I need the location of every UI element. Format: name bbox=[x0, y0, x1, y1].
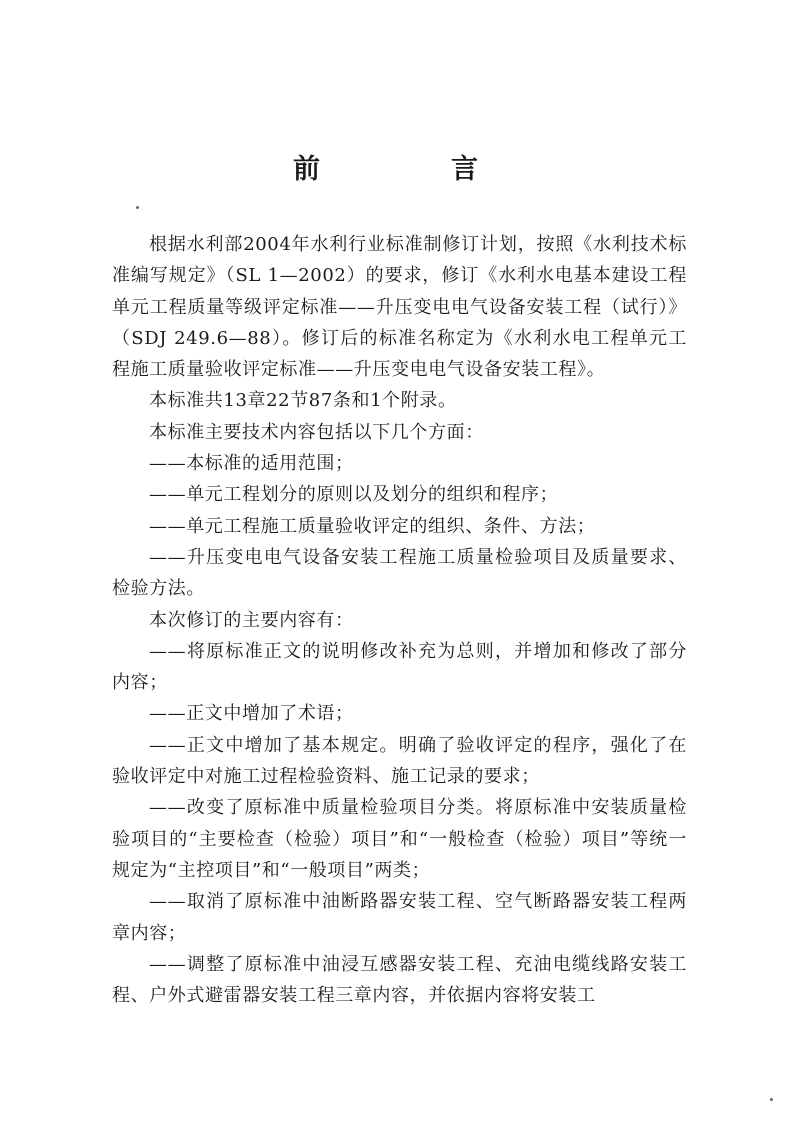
list-item-acceptance-method: ——单元工程施工质量验收评定的组织、条件、方法； bbox=[149, 515, 596, 537]
list-item-scope: ——本标准的适用范围； bbox=[149, 453, 354, 475]
paragraph-main-content-intro: 本标准主要技术内容包括以下几个方面： bbox=[149, 421, 484, 443]
list-item-adjusted-chapters: ——调整了原标准中油浸互感器安装工程、充油电缆线路安装工程、户外式避雷器安装工程三章内容，并依据内容将安装工 bbox=[112, 953, 687, 1007]
list-item-basic-rules: ——正文中增加了基本规定。明确了验收评定的程序，强化了在验收评定中对施工过程检验资料、施工记录的要求； bbox=[112, 734, 687, 788]
paragraph-revision-basis: 根据水利部2004年水利行业标准制修订计划，按照《水利技术标准编写规定》（SL 1—2002）的要求，修订《水利水电基本建设工程单元工程质量等级评定标准——升压变电电气设备安装工程（试行）》（SDJ 249.6—88）。修订后的标准名称定为《水利水电工程单元工程施工质量验收评定标准——升压变电电气设备安装工程》。 bbox=[112, 234, 687, 381]
list-item-terms: ——正文中增加了术语； bbox=[149, 703, 354, 725]
list-item-inspection-items: ——升压变电电气设备安装工程施工质量检验项目及质量要求、检验方法。 bbox=[112, 546, 687, 600]
scan-speck bbox=[136, 206, 139, 209]
list-item-removed-chapters: ——取消了原标准中油断路器安装工程、空气断路器安装工程两章内容； bbox=[112, 891, 687, 944]
paragraph-revision-intro: 本次修订的主要内容有： bbox=[149, 609, 354, 631]
list-item-general-rules: ——将原标准正文的说明修改补充为总则，并增加和修改了部分内容； bbox=[112, 640, 687, 694]
page-title: 前 言 bbox=[293, 154, 530, 185]
preface-body bbox=[112, 229, 687, 1011]
scan-speck bbox=[770, 1098, 773, 1101]
paragraph-structure-count: 本标准共13章22节87条和1个附录。 bbox=[149, 390, 457, 412]
list-item-unit-division: ——单元工程划分的原则以及划分的组织和程序； bbox=[149, 484, 559, 506]
list-item-classification: ——改变了原标准中质量检验项目分类。将原标准中安装质量检验项目的“主要检查（检验）项目”和“一般检查（检验）项目”等统一规定为“主控项目”和“一般项目”两类； bbox=[112, 797, 687, 881]
